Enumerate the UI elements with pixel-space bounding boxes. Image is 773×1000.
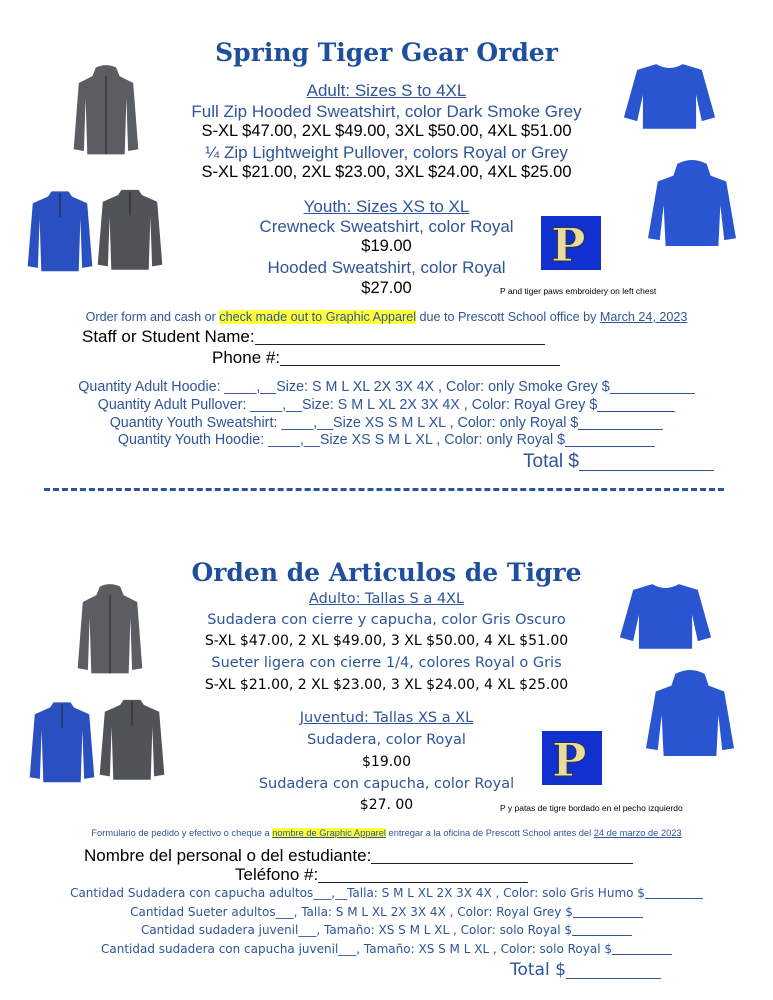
adult-heading: Adult: Sizes S to 4XL bbox=[306, 81, 467, 100]
item-youth-hoodie-price-es: $27. 00 bbox=[359, 797, 414, 813]
item-youth-hoodie-es: Sudadera con capucha, color Royal bbox=[258, 776, 515, 792]
order-instructions-es: Formulario de pedido y efectivo o cheque a nombre de Graphic Apparel entregar a la oficina de Prescott School antes del 24 de marzo de 2023 bbox=[91, 828, 682, 838]
total-field-es[interactable]: Total $ bbox=[510, 961, 661, 979]
qty-adult-hoodie-es[interactable]: Cantidad Sudadera con capucha adultos___,__Talla: S M L XL 2X 3X 4X , Color: solo Gris Humo $ bbox=[0, 886, 773, 899]
name-field-es[interactable]: Nombre del personal o del estudiante: bbox=[84, 846, 633, 864]
prescott-p-logo: P bbox=[542, 731, 602, 785]
item-pullover-prices: S-XL $21.00, 2XL $23.00, 3XL $24.00, 4XL $25.00 bbox=[201, 163, 572, 181]
item-pullover: ¼ Zip Lightweight Pullover, colors Royal or Grey bbox=[205, 143, 568, 162]
item-hoodie-prices-es: S-XL $47.00, 2 XL $49.00, 3 XL $50.00, 4 XL $51.00 bbox=[204, 633, 569, 649]
qty-youth-hoodie[interactable]: Quantity Youth Hoodie: ____,__Size XS S M L XL , Color: only Royal $ bbox=[0, 432, 773, 447]
qty-adult-hoodie[interactable]: Quantity Adult Hoodie: ____,__Size: S M L XL 2X 3X 4X , Color: only Smoke Grey $ bbox=[0, 379, 773, 394]
embroidery-note: P and tiger paws embroidery on left chest bbox=[500, 286, 657, 296]
youth-heading-es: Juventud: Tallas XS a XL bbox=[299, 710, 474, 726]
phone-field[interactable]: Phone #: bbox=[212, 348, 560, 366]
qty-youth-sweatshirt-es[interactable]: Cantidad sudadera juvenil___, Tamaño: XS S M L XL , Color: solo Royal $ bbox=[0, 923, 773, 936]
item-crewneck: Crewneck Sweatshirt, color Royal bbox=[259, 217, 514, 236]
qty-adult-pullover-es[interactable]: Cantidad Sueter adultos___, Talla: S M L XL 2X 3X 4X , Color: Royal Grey $ bbox=[0, 905, 773, 918]
item-hoodie: Full Zip Hooded Sweatshirt, color Dark Smoke Grey bbox=[191, 102, 582, 121]
adult-heading-es: Adulto: Tallas S a 4XL bbox=[308, 591, 465, 607]
item-hoodie-prices: S-XL $47.00, 2XL $49.00, 3XL $50.00, 4XL $51.00 bbox=[201, 122, 572, 140]
qty-youth-sweatshirt[interactable]: Quantity Youth Sweatshirt: ____,__Size XS S M L XL , Color: only Royal $ bbox=[0, 415, 773, 430]
embroidery-note-es: P y patas de tigre bordado en el pecho izquierdo bbox=[500, 803, 683, 813]
item-crewneck-price: $19.00 bbox=[361, 237, 412, 255]
item-pullover-es: Sueter ligera con cierre 1/4, colores Royal o Gris bbox=[211, 655, 562, 671]
item-crewneck-price-es: $19.00 bbox=[362, 754, 411, 770]
name-field[interactable]: Staff or Student Name: bbox=[82, 327, 545, 345]
order-instructions: Order form and cash or check made out to Graphic Apparel due to Prescott School office by March 24, 2023 bbox=[85, 310, 688, 324]
youth-heading: Youth: Sizes XS to XL bbox=[303, 197, 470, 216]
qty-adult-pullover[interactable]: Quantity Adult Pullover: ____,__Size: S M L XL 2X 3X 4X , Color: Royal Grey $ bbox=[0, 397, 773, 412]
item-crewneck-es: Sudadera, color Royal bbox=[307, 732, 466, 748]
item-youth-hoodie-price: $27.00 bbox=[361, 279, 412, 297]
item-hoodie-es: Sudadera con cierre y capucha, color Gris Oscuro bbox=[207, 612, 566, 628]
phone-field-es[interactable]: Teléfono #: bbox=[235, 865, 528, 883]
page-title: Spring Tiger Gear Order bbox=[215, 38, 558, 67]
item-pullover-prices-es: S-XL $21.00, 2 XL $23.00, 3 XL $24.00, 4 XL $25.00 bbox=[204, 677, 569, 693]
item-youth-hoodie: Hooded Sweatshirt, color Royal bbox=[267, 258, 506, 277]
cut-line-divider bbox=[44, 488, 724, 491]
page-title-es: Orden de Articulos de Tigre bbox=[191, 558, 582, 587]
qty-youth-hoodie-es[interactable]: Cantidad sudadera con capucha juvenil___, Tamaño: XS S M L XL , Color: solo Royal $ bbox=[0, 942, 773, 955]
prescott-p-logo: P bbox=[541, 216, 601, 270]
total-field[interactable]: Total $ bbox=[523, 451, 714, 471]
